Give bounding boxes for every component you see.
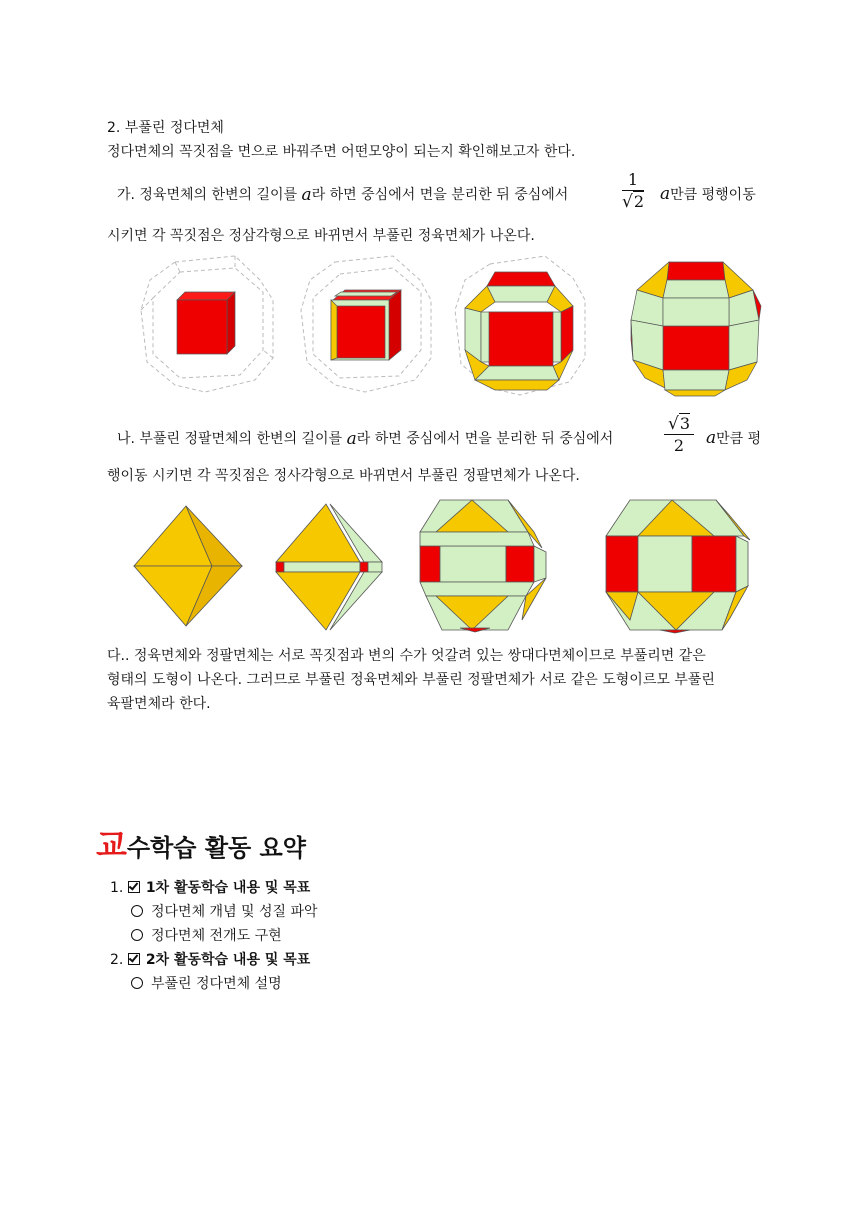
para-ga-line2: 시키면 각 꼭짓점은 정삼각형으로 바뀌면서 부풀린 정육면체가 나온다. — [107, 228, 535, 244]
section-heading: 2. 부풀린 정다면체 — [107, 120, 224, 136]
para-na-suffix — [706, 428, 761, 449]
summary-title — [96, 828, 306, 865]
summary-item-1-sub-1: 정다면체 개념 및 성질 파악 — [131, 902, 318, 922]
cube-stage-2-solid — [331, 290, 401, 360]
para-ga-line1 — [117, 172, 568, 218]
circle-bullet-icon — [131, 905, 143, 917]
summary-title-first-char: 교 — [96, 826, 127, 864]
para-ga-suffix-var: a — [660, 184, 671, 204]
octahedron-stage-1 — [134, 506, 242, 626]
para-da-line1: 다.. 정육면체와 정팔면체는 서로 꼭짓점과 변의 수가 엇갈려 있는 쌍대다면체이므로 부풀리면 같은 — [107, 648, 706, 664]
sqrt-argument: 2 — [633, 192, 645, 211]
summary-item-1-label: 1차 활동학습 내용 및 목표 — [145, 880, 311, 896]
cube-expansion-figure — [135, 250, 775, 400]
octahedron-stage-3 — [420, 500, 546, 632]
intro-text: 정다면체의 꼭짓점을 면으로 바꿔주면 어떤모양이 되는지 확인해보고자 한다. — [107, 144, 576, 160]
summary-item-2-label: 2차 활동학습 내용 및 목표 — [145, 952, 311, 968]
para-na-line1 — [117, 416, 613, 462]
summary-item-2-num: 2. — [110, 952, 124, 968]
cube-stage-3-solid — [465, 272, 573, 390]
circle-bullet-icon — [131, 929, 143, 941]
summary-item-1-sub-2: 정다면체 전개도 구현 — [131, 926, 282, 946]
para-na-prefix: 나. 부풀린 정팔면체의 한변의 길이를 — [117, 431, 343, 447]
summary-item-2 — [110, 950, 310, 970]
cube-stage-1-solid — [177, 292, 235, 354]
checkbox-checked-icon — [128, 953, 140, 965]
summary-item-2-sub-1: 부풀린 정다면체 설명 — [131, 974, 282, 994]
para-na-suffix-text: 만큼 평 — [716, 431, 762, 447]
octahedron-stage-2 — [276, 504, 382, 630]
cube-stage-4-rhombicuboctahedron — [631, 262, 761, 396]
para-ga-var: a — [301, 185, 312, 205]
octahedron-stage-4 — [606, 500, 750, 633]
octahedron-expansion-figure — [130, 496, 760, 636]
fraction-sqrt3-over-2 — [664, 414, 694, 457]
sqrt-icon: √ — [622, 192, 633, 212]
para-na-var: a — [346, 429, 357, 449]
para-da-line3: 육팔면체라 한다. — [107, 696, 211, 712]
para-na-suffix-var: a — [706, 428, 717, 448]
fraction-denominator: 2 — [673, 436, 685, 455]
para-ga-middle: 라 하면 중심에서 면을 분리한 뒤 중심에서 — [311, 187, 569, 203]
summary-title-rest: 수학습 활동 요약 — [126, 834, 306, 862]
para-ga-suffix-text: 만큼 평행이동 — [670, 187, 756, 203]
circle-bullet-icon — [131, 977, 143, 989]
sqrt-argument: 3 — [679, 414, 691, 433]
checkbox-checked-icon — [128, 881, 140, 893]
fraction-1-over-sqrt2 — [622, 170, 644, 213]
summary-item-1 — [110, 878, 310, 898]
para-da-line2: 형태의 도형이 나온다. 그러므로 부풀린 정육면체와 부풀린 정팔면체가 서로 같은 도형이르모 부풀린 — [107, 672, 715, 688]
fraction-numerator: 1 — [622, 170, 644, 191]
para-ga-prefix: 가. 정육면체의 한변의 길이를 — [117, 187, 298, 203]
para-ga-suffix — [660, 184, 756, 205]
para-na-middle: 라 하면 중심에서 면을 분리한 뒤 중심에서 — [356, 431, 614, 447]
sqrt-icon: √ — [668, 414, 679, 434]
summary-item-1-num: 1. — [110, 880, 124, 896]
para-na-line2: 행이동 시키면 각 꼭짓점은 정사각형으로 바뀌면서 부풀린 정팔면체가 나온다. — [107, 468, 580, 484]
